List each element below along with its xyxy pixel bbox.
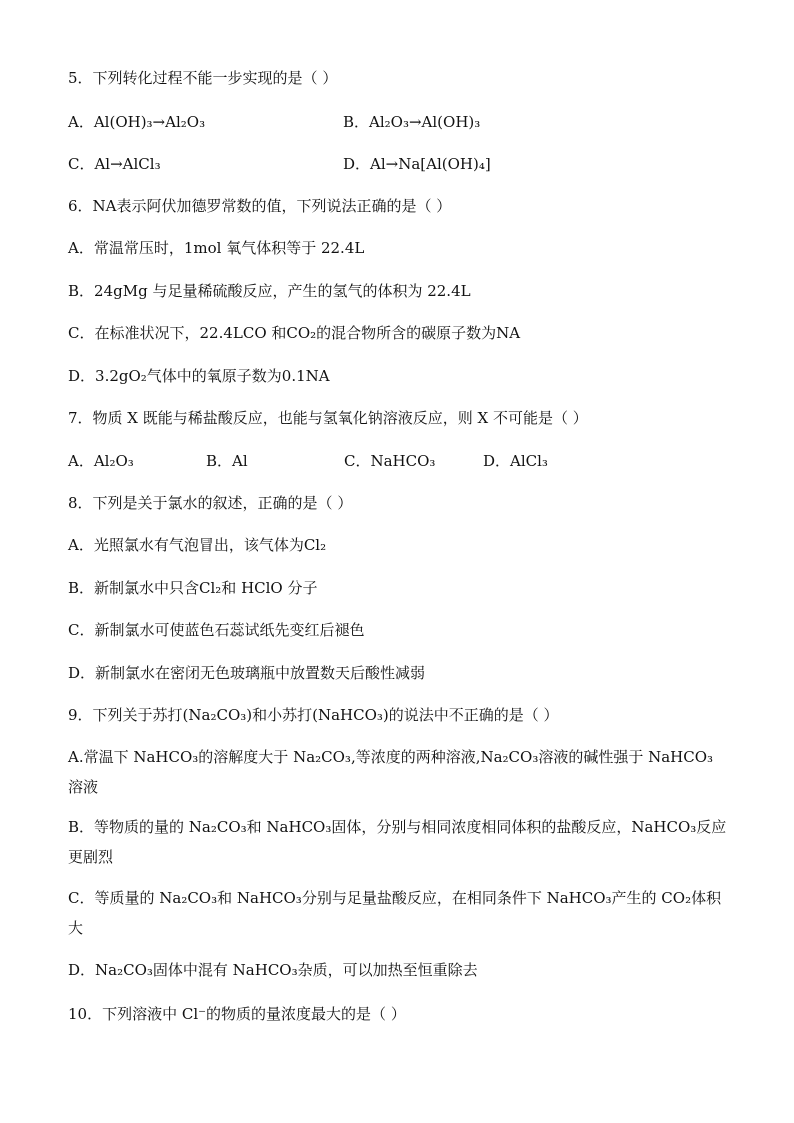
question-6-option-d: D．3.2gO₂气体中的氧原子数为0.1NA [68, 367, 330, 385]
question-5-option-a: A．Al(OH)₃→Al₂O₃ [68, 113, 206, 131]
question-8-option-d: D．新制氯水在密闭无色玻璃瓶中放置数天后酸性减弱 [68, 664, 426, 682]
question-9-option-d: D．Na₂CO₃固体中混有 NaHCO₃杂质，可以加热至恒重除去 [68, 961, 478, 979]
question-9-option-c: C．等质量的 Na₂CO₃和 NaHCO₃分别与足量盐酸反应，在相同条件下 NaHCO₃产生的 CO₂体积大 [68, 889, 722, 937]
question-5-option-d: D．Al→Na[Al(OH)₄] [343, 155, 491, 173]
question-7-option-d: D．AlCl₃ [483, 452, 548, 470]
question-7-stem: 7．物质 X 既能与稀盐酸反应，也能与氢氧化钠溶液反应，则 X 不可能是（ ） [68, 409, 588, 427]
question-7-option-b: B．Al [206, 452, 248, 470]
question-6-option-b: B．24gMg 与足量稀硫酸反应，产生的氢气的体积为 22.4L [68, 282, 471, 300]
question-9-option-b: B．等物质的量的 Na₂CO₃和 NaHCO₃固体，分别与相同浓度相同体积的盐酸反应，NaHCO₃反应更剧烈 [68, 818, 727, 866]
question-7-option-c: C．NaHCO₃ [344, 452, 436, 470]
question-9-option-a: A.常温下 NaHCO₃的溶解度大于 Na₂CO₃,等浓度的两种溶液,Na₂CO₃溶液的碱性强于 NaHCO₃溶液 [68, 748, 714, 796]
question-5-option-b: B．Al₂O₃→Al(OH)₃ [343, 113, 481, 131]
question-6-option-a: A．常温常压时，1mol 氧气体积等于 22.4L [68, 239, 365, 257]
question-8-option-c: C．新制氯水可使蓝色石蕊试纸先变红后褪色 [68, 621, 365, 639]
question-8-option-a: A．光照氯水有气泡冒出，该气体为Cl₂ [68, 536, 327, 554]
question-7-option-a: A．Al₂O₃ [68, 452, 134, 470]
question-6-stem: 6．NA表示阿伏加德罗常数的值，下列说法正确的是（ ） [68, 197, 452, 215]
question-9-stem: 9．下列关于苏打(Na₂CO₃)和小苏打(NaHCO₃)的说法中不正确的是（ ） [68, 706, 559, 724]
question-8-option-b: B．新制氯水中只含Cl₂和 HClO 分子 [68, 579, 318, 597]
question-5-option-c: C．Al→AlCl₃ [68, 155, 161, 173]
question-6-option-c: C．在标准状况下，22.4LCO 和CO₂的混合物所含的碳原子数为NA [68, 324, 521, 342]
question-10-stem: 10．下列溶液中 Cl⁻的物质的量浓度最大的是（ ） [68, 1005, 406, 1023]
question-5-stem: 5．下列转化过程不能一步实现的是（ ） [68, 69, 338, 87]
question-8-stem: 8．下列是关于氯水的叙述，正确的是（ ） [68, 494, 353, 512]
